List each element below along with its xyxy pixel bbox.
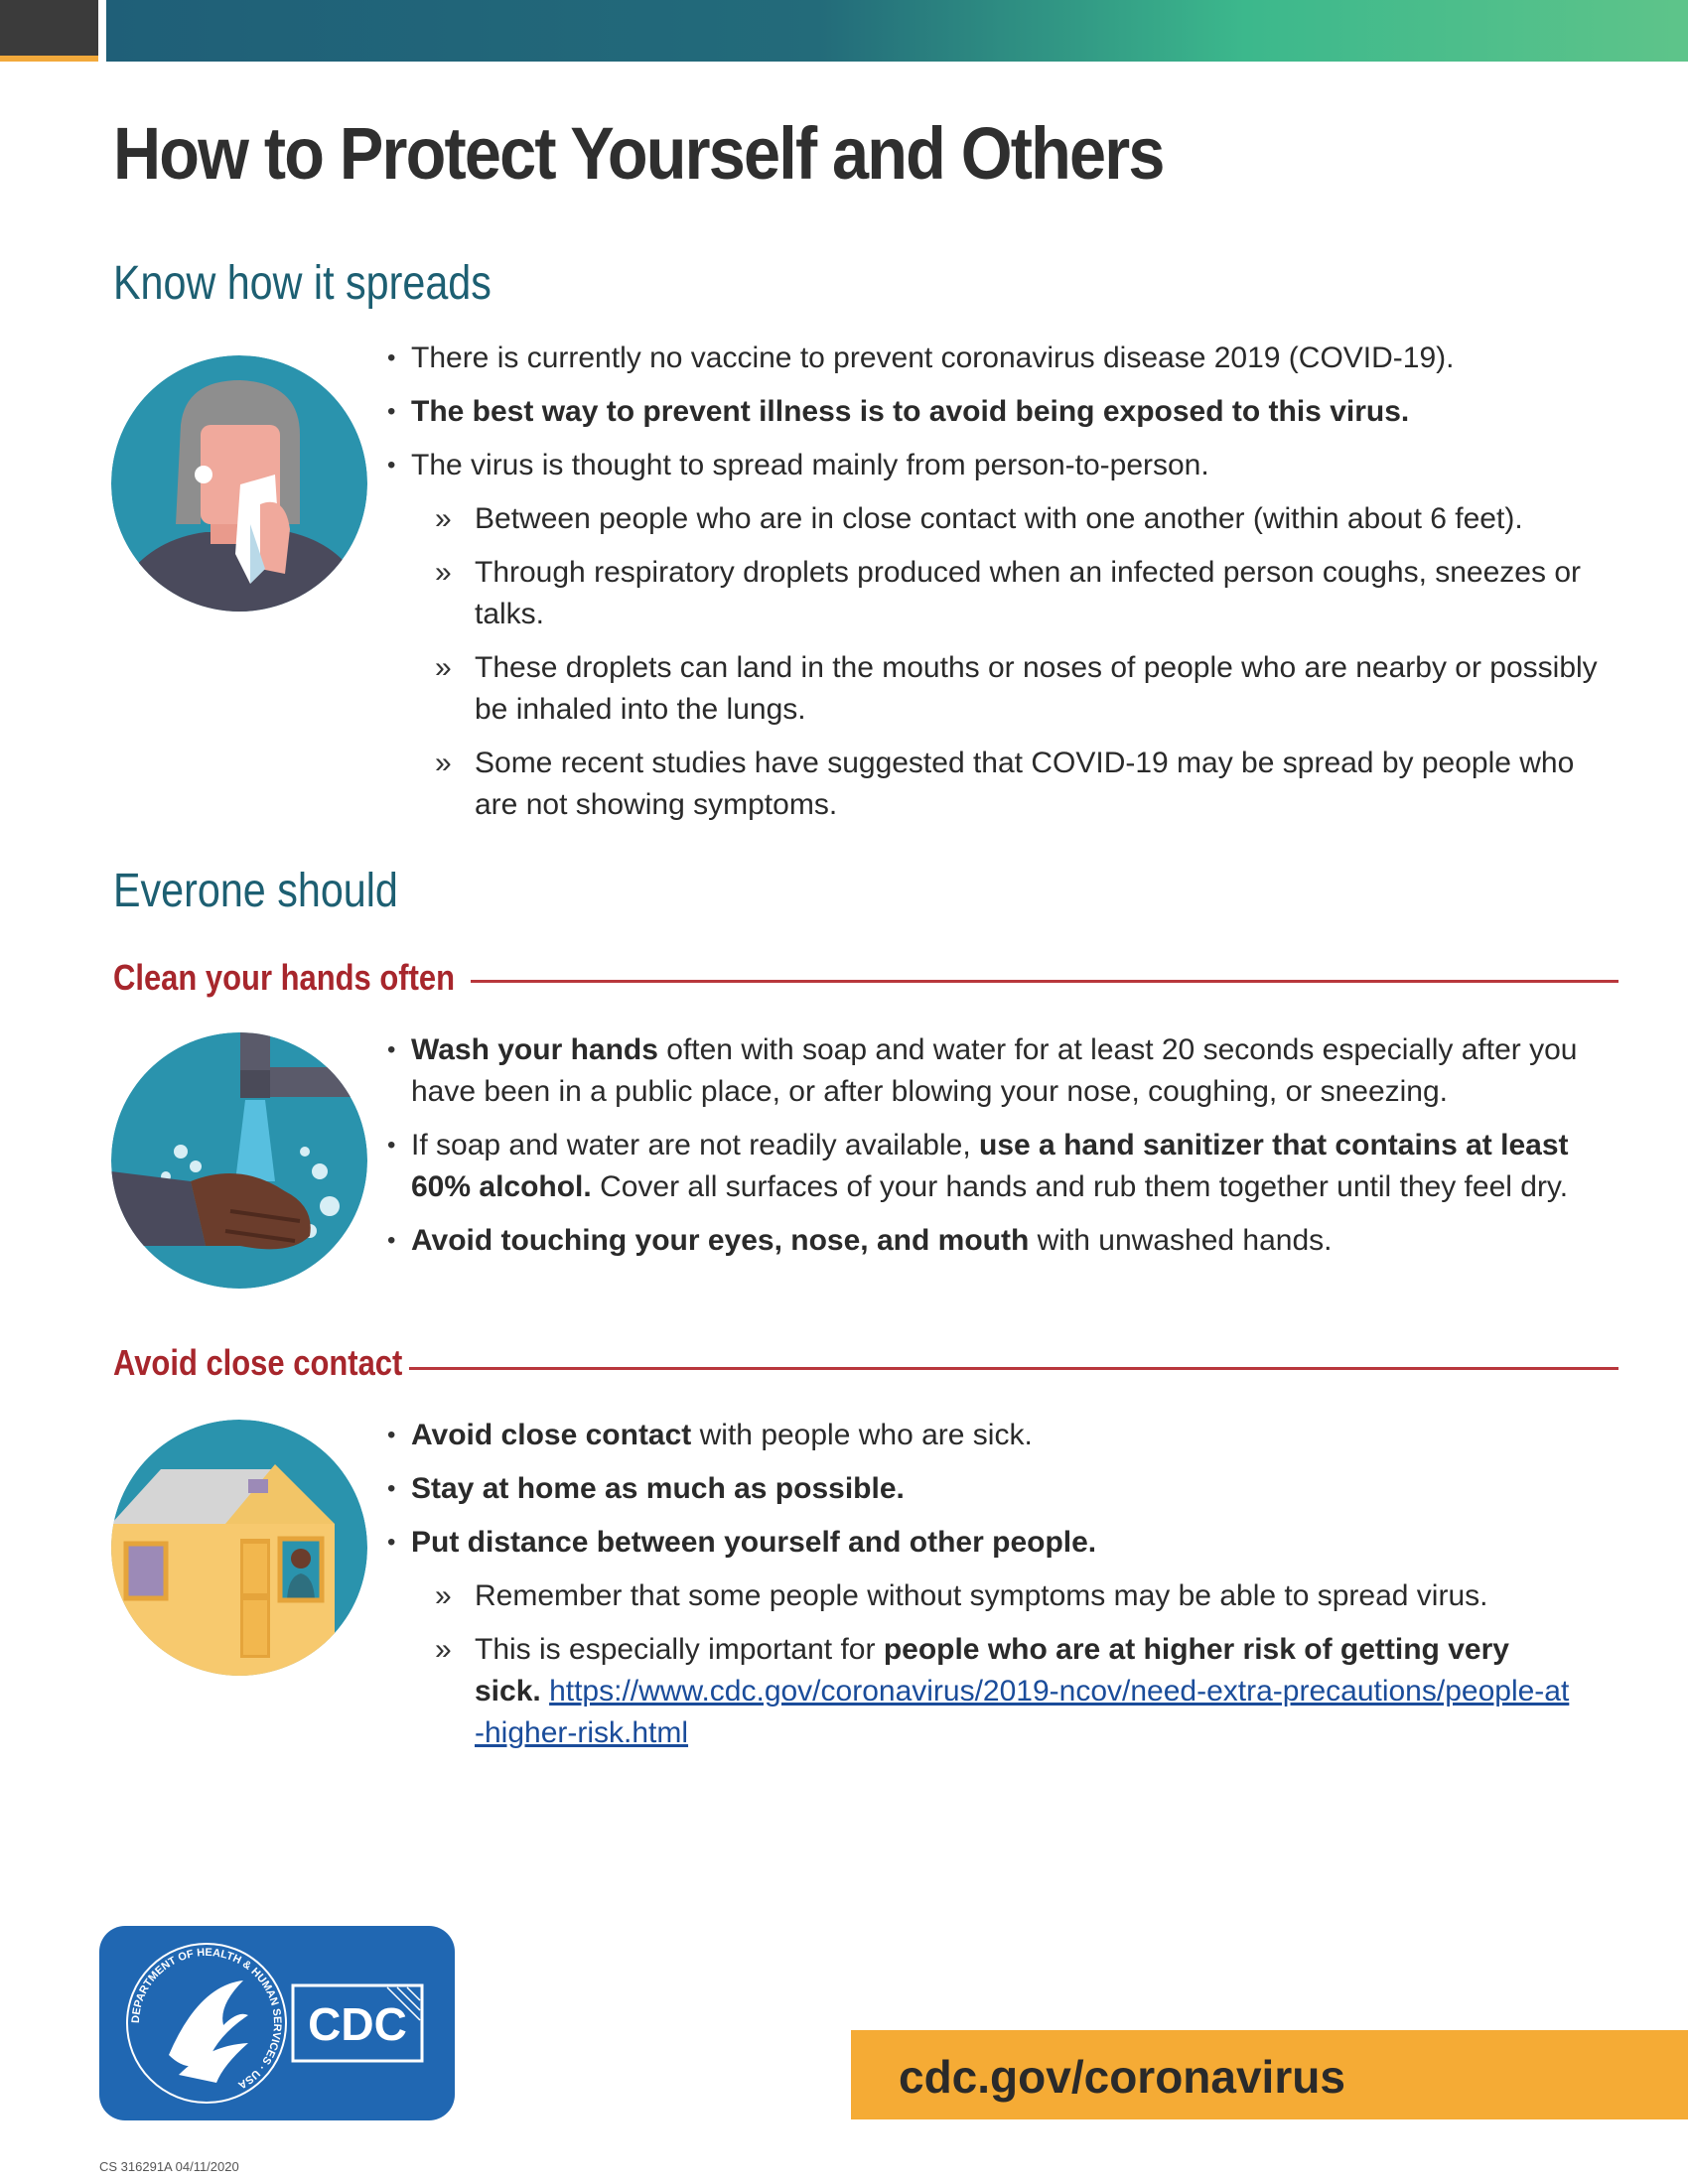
subheading-clean-hands: Clean your hands often [113,957,456,998]
list-item: • There is currently no vaccine to prevent coronavirus disease 2019 (COVID-19). [411,338,1622,379]
website-url[interactable]: cdc.gov/coronavirus [899,2051,1345,2103]
section-heading-everyone: Everone should [113,865,398,917]
list-item: • The virus is thought to spread mainly from person-to-person. [411,445,1622,486]
svg-text:CDC: CDC [308,1998,407,2050]
handwashing-icon [111,1032,367,1289]
list-item: • Avoid touching your eyes, nose, and mouth with unwashed hands. [411,1220,1583,1262]
list-item: • Avoid close contact with people who are sick. [411,1415,1622,1456]
sneezing-person-icon [111,355,367,612]
publication-code: CS 316291A 04/11/2020 [99,2159,239,2174]
avoid-contact-list [411,1415,1622,1766]
sub-list-item: » Remember that some people without symptoms may be able to spread virus. [411,1575,1622,1617]
divider [471,980,1618,983]
page-title: How to Protect Yourself and Others [113,112,1164,195]
house-icon [111,1420,367,1676]
sub-list-item: » Some recent studies have suggested that COVID-19 may be spread by people who are not showing symptoms. [411,743,1622,826]
sub-list-item: » Between people who are in close contact with one another (within about 6 feet). [411,498,1622,540]
list-item: • Put distance between yourself and other people. [411,1522,1622,1564]
top-bar-accent-line [0,56,98,62]
hhs-cdc-logo-panel [99,1926,455,2120]
top-bar-dark-block [0,0,98,56]
list-item: • If soap and water are not readily available, use a hand sanitizer that contains at least 60% alcohol. Cover all surfaces of your hands and rub them together until they feel dry. [411,1125,1583,1208]
section-heading-spreads: Know how it spreads [113,257,492,310]
list-item: • Wash your hands often with soap and water for at least 20 seconds especially after you have been in a public place, or after blowing your nose, coughing, or sneezing. [411,1029,1583,1113]
list-item: • Stay at home as much as possible. [411,1468,1622,1510]
higher-risk-link[interactable]: https://www.cdc.gov/coronavirus/2019-ncov/need-extra-precautions/people-at-higher-risk.html [475,1675,1570,1749]
divider [409,1367,1618,1370]
spreads-list [411,338,1622,838]
svg-text:DEPARTMENT OF HEALTH & HUMAN S: DEPARTMENT OF HEALTH & HUMAN SERVICES · USA [129,1946,284,2092]
sub-list-item: » This is especially important for people who are at higher risk of getting very sick. https://www.cdc.gov/coronavirus/2019-ncov/need-extra-precautions/people-at-higher-risk.html [411,1629,1577,1754]
cdc-logo-icon [308,1998,407,2050]
hhs-seal-icon [99,1926,455,2120]
list-item: • The best way to prevent illness is to avoid being exposed to this virus. [411,391,1622,433]
sub-list-item: » Through respiratory droplets produced when an infected person coughs, sneezes or talks. [411,552,1622,635]
top-bar-gradient [106,0,1688,62]
clean-hands-list [411,1029,1583,1274]
subheading-avoid-contact: Avoid close contact [113,1342,403,1383]
website-banner [851,2030,1688,2119]
sub-list-item: » These droplets can land in the mouths or noses of people who are nearby or possibly be inhaled into the lungs. [411,647,1622,731]
